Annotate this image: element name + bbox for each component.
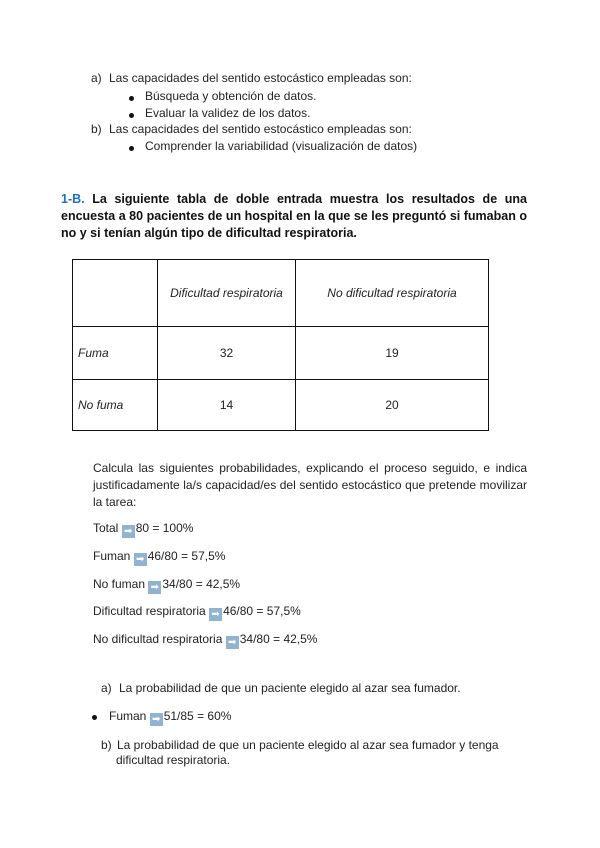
arrow-right-icon: ➡ <box>226 636 239 649</box>
arrow-right-icon: ➡ <box>209 608 222 621</box>
calc-value: 34/80 = 42,5% <box>162 577 241 591</box>
table-cell: 14 <box>158 380 296 431</box>
answer-value: 51/85 = 60% <box>163 709 232 723</box>
arrow-right-icon: ➡ <box>134 553 147 566</box>
list-marker: a) <box>91 71 102 85</box>
calc-line <box>93 632 317 649</box>
calc-label: No fuman <box>93 577 146 591</box>
bullet-item: Búsqueda y obtención de datos. <box>145 89 317 103</box>
arrow-right-icon: ➡ <box>148 581 161 594</box>
question-text: La probabilidad de que un paciente elegido al azar sea fumador. <box>119 681 461 695</box>
table-cell: 19 <box>296 327 489 380</box>
table-row <box>73 327 489 380</box>
calc-value: 80 = 100% <box>135 521 194 535</box>
answer-line <box>109 709 231 726</box>
calc-line <box>93 549 225 566</box>
question-marker: a) <box>101 681 112 695</box>
question-text: dificultad respiratoria. <box>116 753 231 767</box>
table-header-cell: No dificultad respiratoria <box>296 260 489 327</box>
list-marker: b) <box>91 122 102 136</box>
bullet-item: Comprender la variabilidad (visualización de datos) <box>145 139 418 153</box>
list-item-text: Las capacidades del sentido estocástico empleadas son: <box>109 122 412 136</box>
answer-label: Fuman <box>109 709 147 723</box>
table-header-cell: Dificultad respiratoria <box>158 260 296 327</box>
arrow-right-icon: ➡ <box>122 525 135 538</box>
question-marker: b) <box>101 738 112 752</box>
calc-label: No dificultad respiratoria <box>93 632 223 646</box>
heading-line <box>61 192 527 206</box>
question-text: La probabilidad de que un paciente elegido al azar sea fumador y tenga <box>117 738 499 752</box>
heading-line: encuesta a 80 pacientes de un hospital en la que se les preguntó si fumaban o <box>61 209 527 223</box>
arrow-right-icon: ➡ <box>150 713 163 726</box>
section-number: 1-B. <box>61 192 85 206</box>
calc-label: Total <box>93 521 119 535</box>
bullet-icon <box>129 113 134 118</box>
calc-value: 46/80 = 57,5% <box>223 604 301 618</box>
bullet-item: Evaluar la validez de los datos. <box>145 106 311 120</box>
row-label: Fuma <box>73 327 158 380</box>
calc-value: 34/80 = 42,5% <box>239 632 318 646</box>
bullet-icon <box>92 715 97 720</box>
calc-line <box>93 521 193 538</box>
bullet-icon <box>129 96 134 101</box>
table-cell: 20 <box>296 380 489 431</box>
list-item-text: Las capacidades del sentido estocástico empleadas son: <box>109 71 412 85</box>
row-label: No fuma <box>73 380 158 431</box>
table-corner-cell <box>73 260 158 327</box>
calc-value: 46/80 = 57,5% <box>147 549 226 563</box>
instructions-paragraph: Calcula las siguientes probabilidades, explicando el proceso seguido, e indica justificadamente la/s capacidad/es del sentido estocástico que pretende movilizar la tarea: <box>93 461 527 509</box>
calc-line <box>93 604 301 621</box>
heading-text: La siguiente tabla de doble entrada muestra los resultados de una <box>92 192 527 206</box>
table-header-row <box>73 260 489 327</box>
calc-line <box>93 577 240 594</box>
contingency-table <box>72 259 489 431</box>
table-row <box>73 380 489 431</box>
bullet-icon <box>129 146 134 151</box>
heading-line: no y si tenían algún tipo de dificultad respiratoria. <box>61 226 357 240</box>
calc-label: Dificultad respiratoria <box>93 604 206 618</box>
calc-label: Fuman <box>93 549 131 563</box>
table-cell: 32 <box>158 327 296 380</box>
